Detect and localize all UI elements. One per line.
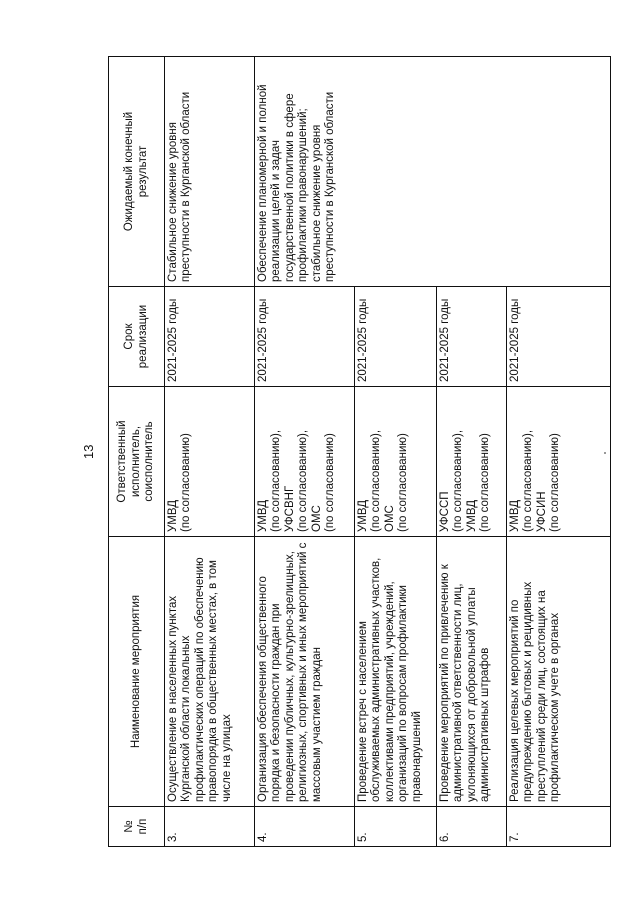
row-term: 2021-2025 годы	[355, 287, 437, 387]
header-num: № п/п	[109, 807, 165, 847]
row-num: 4.	[255, 807, 355, 847]
row-responsible: УФССП (по согласованию), УМВД (по согласованию)	[437, 387, 507, 537]
row-result: Обеспечение планомерной и полной реализации целей и задач государственной политики в сфере профилактики правонарушений; стабильное снижение уровня преступности в Курганской области	[255, 57, 611, 287]
header-term: Срок реализации	[109, 287, 165, 387]
row-term: 2021-2025 годы	[507, 287, 611, 387]
rotated-table-container	[108, 57, 610, 847]
row-term: 2021-2025 годы	[165, 287, 255, 387]
row-responsible: УМВД (по согласованию)	[165, 387, 255, 537]
row-measure: Проведение встреч с населением обслуживаемых административных участков, коллективами предприятий, учреждений, организаций по вопросам профилактики правонарушений	[355, 537, 437, 807]
header-name: Наименование мероприятия	[109, 537, 165, 807]
row-term: 2021-2025 годы	[437, 287, 507, 387]
row-num: 3.	[165, 807, 255, 847]
row-responsible: УМВД (по согласованию), УФСИН (по согласованию)	[507, 387, 611, 537]
row-responsible: УМВД (по согласованию), ОМС (по согласованию)	[355, 387, 437, 537]
row-measure: Реализация целевых мероприятий по предупреждению бытовых и рецидивных преступлений среди лиц, состоящих на профилактическом учете в органах	[507, 537, 611, 807]
header-result: Ожидаемый конечный результат	[109, 57, 165, 287]
table-row	[255, 57, 355, 847]
measures-table	[108, 56, 611, 847]
header-responsible: Ответственный исполнитель, соисполнитель	[109, 387, 165, 537]
table-row	[165, 57, 255, 847]
row-term: 2021-2025 годы	[255, 287, 355, 387]
row-result: Стабильное снижение уровня преступности в Курганской области	[165, 57, 255, 287]
table-header-row	[109, 57, 165, 847]
row-num: 7.	[507, 807, 611, 847]
row-measure: Организация обеспечения общественного порядка и безопасности граждан при проведении публичных, культурно-зрелищных, религиозных, спортивных и иных мероприятий с массовым участием граждан	[255, 537, 355, 807]
row-num: 5.	[355, 807, 437, 847]
row-measure: Осуществление в населенных пунктах Курганской области локальных профилактических операций по обеспечению правопорядка в общественных местах, в том числе на улицах	[165, 537, 255, 807]
row-num: 6.	[437, 807, 507, 847]
row-measure: Проведение мероприятий по привлечению к административной ответственности лиц, уклоняющихся от добровольной уплаты административных штрафов	[437, 537, 507, 807]
page-number: 13	[81, 444, 96, 460]
row-responsible: УМВД (по согласованию), УФСВНГ (по согласованию), ОМС (по согласованию)	[255, 387, 355, 537]
